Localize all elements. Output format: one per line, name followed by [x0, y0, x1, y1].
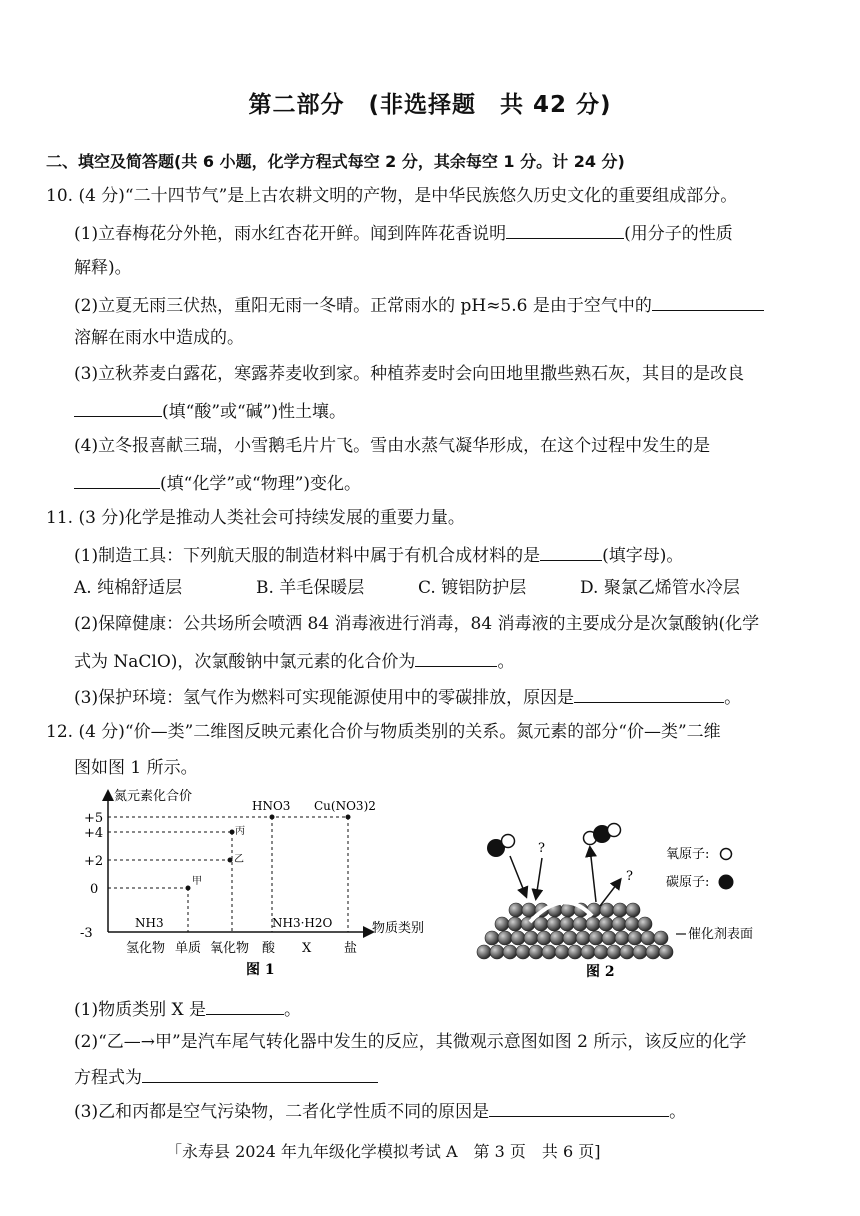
catalyst-atom — [654, 931, 668, 945]
catalyst-atom — [586, 917, 600, 931]
catalyst-atom — [503, 945, 517, 959]
y-tick-minus3: -3 — [80, 926, 93, 941]
label-bing: 丙 — [235, 826, 245, 837]
catalyst-atom — [581, 945, 595, 959]
q11-p1-blank[interactable] — [540, 542, 602, 561]
arrow-out-2 — [600, 880, 620, 906]
q11-p3 — [74, 684, 741, 710]
q12-stem-line1: 12. (4 分)“价—类”二维图反映元素化合价与物质类别的关系。氮元素的部分“价—类”二维 — [46, 722, 721, 742]
q11-p2-blank[interactable] — [415, 648, 497, 667]
q12-p3-blank[interactable] — [489, 1098, 669, 1117]
label-nh3-h2o: NH3·H2O — [272, 916, 333, 930]
catalyst-atom — [555, 945, 569, 959]
q10-p2-blank[interactable] — [652, 292, 764, 311]
catalyst-atom — [542, 945, 556, 959]
label-nh3: NH3 — [135, 916, 164, 930]
catalyst-atom — [594, 945, 608, 959]
q10-p4-blank[interactable] — [74, 470, 160, 489]
catalyst-atom — [509, 903, 523, 917]
catalyst-atom — [560, 917, 574, 931]
catalyst-atom — [646, 945, 660, 959]
catalyst-atom — [576, 931, 590, 945]
catalyst-atom — [600, 903, 614, 917]
q12-p1 — [74, 996, 301, 1022]
q12-stem-line2: 图如图 1 所示。 — [74, 758, 198, 778]
catalyst-atom — [612, 917, 626, 931]
q10-p3: (3)立秋荞麦白露花，寒露荞麦收到家。种植荞麦时会向田地里撒些熟石灰，其目的是改良 — [74, 364, 745, 384]
q12-p2: (2)“乙—→甲”是汽车尾气转化器中发生的反应，其微观示意图如图 2 所示，该反应的化学 — [74, 1032, 747, 1052]
q11-p2: (2)保障健康：公共场所会喷洒 84 消毒液进行消毒，84 消毒液的主要成分是次氯酸钠(化学 — [74, 614, 760, 634]
q10-p4: (4)立冬报喜献三瑞，小雪鹅毛片片飞。雪由水蒸气凝华形成，在这个过程中发生的是 — [74, 436, 711, 456]
q10-p1 — [74, 220, 733, 246]
q12-p3-end: 。 — [669, 1102, 687, 1122]
q10-p3-blank[interactable] — [74, 398, 162, 417]
co-molecule-left — [487, 835, 515, 858]
catalyst-atom — [607, 945, 621, 959]
legend-oxygen-label: 氧原子: — [666, 847, 710, 862]
q11-option-d[interactable]: D. 聚氯乙烯管水冷层 — [580, 578, 740, 598]
arrow-in-1 — [510, 856, 526, 896]
q10-p1-cont: 解释)。 — [74, 258, 132, 278]
q12-p3 — [74, 1098, 686, 1124]
figure-1-caption: 图 1 — [246, 962, 275, 978]
q10-p1-hint: (用分子的性质 — [624, 224, 733, 244]
q11-p2-text: 式为 NaClO)，次氯酸钠中氯元素的化合价为 — [74, 652, 416, 672]
unknown-molecule-1: ? — [538, 841, 545, 856]
catalyst-atom — [529, 945, 543, 959]
legend-carbon-label: 碳原子: — [666, 875, 710, 890]
q11-option-b[interactable]: B. 羊毛保暖层 — [256, 578, 365, 598]
catalyst-atom — [485, 931, 499, 945]
catalyst-surface — [477, 903, 673, 959]
guide-lines — [108, 817, 348, 932]
y-tick-plus2: +2 — [84, 854, 104, 869]
catalyst-atom — [641, 931, 655, 945]
catalyst-atom — [508, 917, 522, 931]
q12-p1-text: (1)物质类别 X 是 — [74, 1000, 206, 1020]
q10-p1-blank[interactable] — [506, 220, 624, 239]
unknown-molecule-2: ? — [626, 869, 633, 884]
catalyst-atom — [626, 903, 640, 917]
catalyst-atom — [620, 945, 634, 959]
catalyst-atom — [638, 917, 652, 931]
catalyst-atom — [589, 931, 603, 945]
q11-p1-text: (1)制造工具：下列航天服的制造材料中属于有机合成材料的是 — [74, 546, 541, 566]
section-heading: 二、填空及简答题(共 6 小题，化学方程式每空 2 分，其余每空 1 分。计 24 分) — [46, 152, 625, 171]
x-cat-acid: 酸 — [262, 941, 276, 956]
catalyst-atom — [573, 917, 587, 931]
x-cat-salt: 盐 — [344, 941, 358, 956]
catalyst-atom — [599, 917, 613, 931]
y-tick-0: 0 — [90, 882, 99, 897]
figure-2-caption: 图 2 — [586, 964, 615, 980]
q10-stem: 10. (4 分)“二十四节气”是上古农耕文明的产物，是中华民族悠久历史文化的重要组成部分。 — [46, 186, 738, 206]
catalyst-atom — [568, 945, 582, 959]
label-cu-no3-2: Cu(NO3)2 — [314, 799, 376, 813]
q11-p3-text: (3)保护环境：氢气作为燃料可实现能源使用中的零碳排放，原因是 — [74, 688, 575, 708]
x-cat-element: 单质 — [175, 941, 202, 956]
catalyst-atom — [659, 945, 673, 959]
q12-p1-blank[interactable] — [206, 996, 284, 1015]
catalyst-atom — [613, 903, 627, 917]
y-tick-plus4: +4 — [84, 826, 104, 841]
q12-p2-cont — [74, 1064, 378, 1090]
point-cu-no3-2 — [346, 815, 351, 820]
x-cat-hydride: 氢化物 — [126, 941, 166, 956]
q11-options — [74, 576, 814, 600]
q12-p1-end: 。 — [284, 1000, 301, 1020]
q10-p3-hint: (填“酸”或“碱”)性土壤。 — [162, 402, 347, 422]
figure-1-valence-class-chart — [80, 784, 440, 980]
catalyst-atom — [522, 903, 536, 917]
page-footer: 「永寿县 2024 年九年级化学模拟考试 A 第 3 页 共 6 页] — [166, 1142, 601, 1161]
label-yi: 乙 — [234, 854, 244, 865]
catalyst-atom — [563, 931, 577, 945]
q10-p4-hint: (填“化学”或“物理”)变化。 — [160, 474, 362, 494]
part-title: 第二部分 (非选择题 共 42 分) — [248, 92, 612, 118]
q11-p1-hint: (填字母)。 — [602, 546, 684, 566]
q10-p2 — [74, 292, 764, 318]
q10-p3-cont — [74, 398, 346, 424]
catalyst-atom — [511, 931, 525, 945]
figure-2-micro-diagram — [470, 816, 770, 982]
q10-p1-text: (1)立春梅花分外艳，雨水红杏花开鲜。闻到阵阵花香说明 — [74, 224, 507, 244]
q10-p4-cont — [74, 470, 361, 496]
catalyst-atom — [633, 945, 647, 959]
catalyst-atom — [547, 917, 561, 931]
catalyst-atom — [615, 931, 629, 945]
q11-stem: 11. (3 分)化学是推动人类社会可持续发展的重要力量。 — [46, 508, 465, 528]
catalyst-atom — [477, 945, 491, 959]
q10-p2-cont: 溶解在雨水中造成的。 — [74, 328, 244, 348]
catalyst-atom — [516, 945, 530, 959]
catalyst-atom — [490, 945, 504, 959]
y-axis-label: 氮元素化合价 — [114, 789, 193, 804]
catalyst-atom — [534, 917, 548, 931]
q11-p2-end: 。 — [497, 652, 515, 672]
x-cat-oxide: 氧化物 — [210, 941, 250, 956]
catalyst-atom — [537, 931, 551, 945]
q11-option-a[interactable]: A. 纯棉舒适层 — [74, 578, 183, 598]
q12-p3-text: (3)乙和丙都是空气污染物，二者化学性质不同的原因是 — [74, 1102, 490, 1122]
legend-oxygen-icon — [721, 849, 732, 860]
q12-p2-text: 方程式为 — [74, 1068, 142, 1088]
q10-p2-text: (2)立夏无雨三伏热，重阳无雨一冬晴。正常雨水的 pH≈5.6 是由于空气中的 — [74, 296, 652, 316]
point-jia — [186, 886, 191, 891]
catalyst-atom — [524, 931, 538, 945]
surface-label: 催化剂表面 — [688, 927, 754, 942]
catalyst-atom — [628, 931, 642, 945]
point-yi — [228, 858, 233, 863]
catalyst-atom — [495, 917, 509, 931]
label-hno3: HNO3 — [252, 799, 291, 813]
q11-p1 — [74, 542, 683, 568]
q11-p3-end: 。 — [724, 688, 742, 708]
catalyst-atom — [550, 931, 564, 945]
catalyst-atom — [498, 931, 512, 945]
legend-carbon-icon — [719, 875, 734, 890]
point-hno3 — [270, 815, 275, 820]
co2-molecule-right — [584, 824, 621, 845]
q11-p3-blank[interactable] — [574, 684, 724, 703]
catalyst-atom — [602, 931, 616, 945]
label-jia: 甲 — [192, 876, 202, 887]
x-cat-x: X — [302, 941, 312, 956]
point-bing — [230, 830, 235, 835]
y-tick-plus5: +5 — [84, 811, 104, 826]
x-axis-label: 物质类别 — [372, 921, 425, 936]
q12-p2-blank[interactable] — [142, 1064, 378, 1083]
q11-option-c[interactable]: C. 镀铝防护层 — [418, 578, 527, 598]
arrow-in-2 — [536, 858, 542, 898]
q11-p2-cont — [74, 648, 514, 674]
arrow-out-1 — [590, 848, 596, 902]
catalyst-atom — [625, 917, 639, 931]
